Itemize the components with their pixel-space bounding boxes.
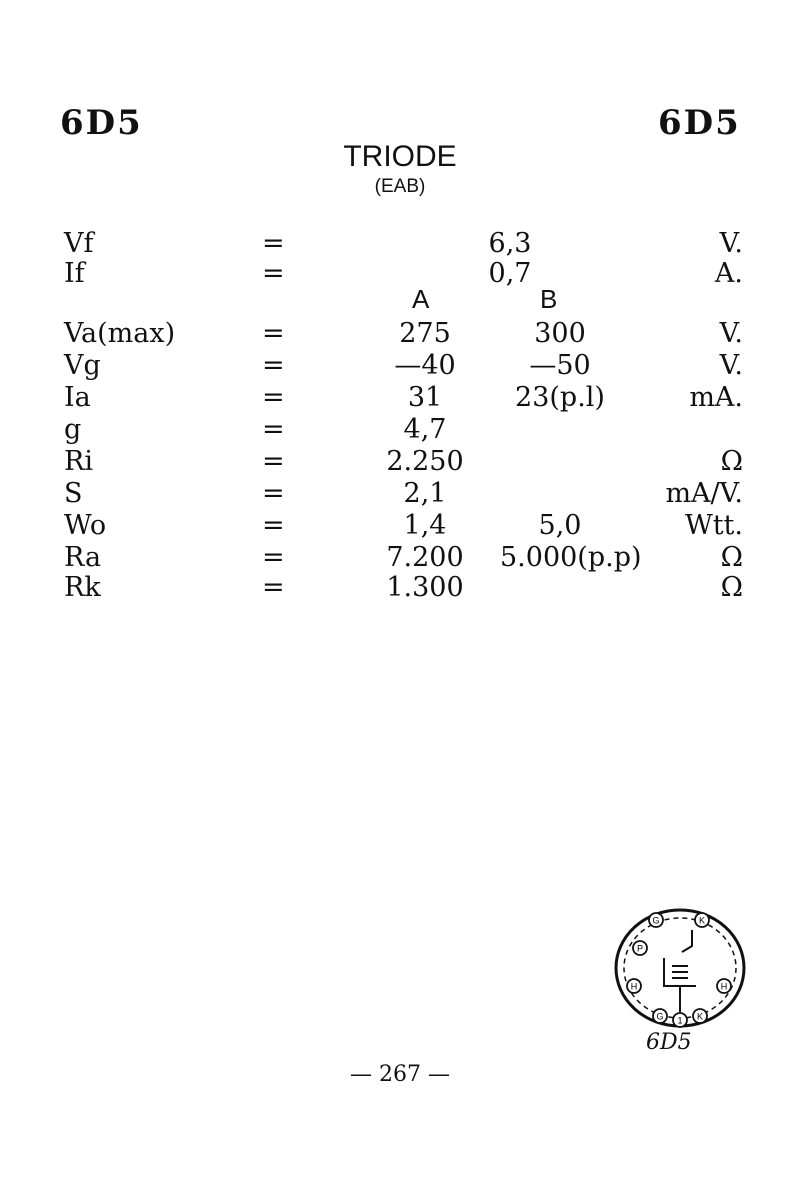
spec-row bbox=[0, 414, 800, 446]
spec-eq: = bbox=[262, 382, 285, 413]
triode-symbol bbox=[664, 958, 696, 1012]
spec-symbol: Rk bbox=[64, 572, 101, 603]
spec-row bbox=[0, 258, 800, 290]
spec-a: 2,1 bbox=[403, 478, 447, 509]
pin-label: P bbox=[636, 943, 644, 954]
spec-symbol: Ra bbox=[64, 542, 102, 573]
spec-symbol: Vg bbox=[64, 350, 101, 381]
spec-a: 2.250 bbox=[386, 446, 464, 477]
spec-a: 1.300 bbox=[386, 572, 464, 603]
spec-ab: 6,3 bbox=[488, 228, 532, 259]
base-pin-diagram bbox=[612, 906, 748, 1030]
spec-row bbox=[0, 228, 800, 260]
spec-ab: 0,7 bbox=[488, 258, 532, 289]
page-subtitle: (EAB) bbox=[374, 176, 426, 197]
spec-row bbox=[0, 572, 800, 604]
spec-unit: V. bbox=[719, 228, 743, 259]
spec-row bbox=[0, 446, 800, 478]
spec-symbol: Va(max) bbox=[64, 318, 176, 349]
spec-row bbox=[0, 350, 800, 382]
spec-symbol: Ri bbox=[64, 446, 93, 477]
spec-row bbox=[0, 318, 800, 350]
spec-row bbox=[0, 542, 800, 574]
spec-unit: A. bbox=[714, 258, 743, 289]
spec-row bbox=[0, 510, 800, 542]
spec-b: 5.000(p.p) bbox=[500, 542, 642, 573]
pin-label: 1 bbox=[677, 1015, 683, 1026]
spec-unit: Ω bbox=[720, 542, 743, 573]
spec-unit: Wtt. bbox=[684, 510, 743, 541]
spec-symbol: If bbox=[64, 258, 85, 289]
spec-eq: = bbox=[262, 478, 285, 509]
spec-eq: = bbox=[262, 510, 285, 541]
spec-eq: = bbox=[262, 446, 285, 477]
pin-label: H bbox=[630, 981, 638, 992]
spec-unit: mA/V. bbox=[665, 478, 743, 509]
spec-a: 275 bbox=[399, 318, 451, 349]
pin-label: H bbox=[720, 981, 728, 992]
spec-b: 5,0 bbox=[538, 510, 582, 541]
spec-row bbox=[0, 382, 800, 414]
pin-label: G bbox=[656, 1011, 664, 1022]
spec-eq: = bbox=[262, 572, 285, 603]
spec-symbol: Ia bbox=[64, 382, 91, 413]
spec-unit: V. bbox=[719, 350, 743, 381]
tube-id-right: 6D5 bbox=[658, 103, 741, 143]
spec-b: 23(p.l) bbox=[515, 382, 605, 413]
heater-lead bbox=[682, 930, 692, 952]
spec-a: 4,7 bbox=[403, 414, 447, 445]
spec-row bbox=[0, 478, 800, 510]
diagram-label: 6D5 bbox=[646, 1030, 692, 1055]
spec-b: —50 bbox=[529, 350, 591, 381]
spec-a: 31 bbox=[407, 382, 443, 413]
spec-eq: = bbox=[262, 542, 285, 573]
spec-a: 7.200 bbox=[386, 542, 464, 573]
spec-b: 300 bbox=[534, 318, 586, 349]
spec-eq: = bbox=[262, 228, 285, 259]
spec-eq: = bbox=[262, 318, 285, 349]
column-b-header: B bbox=[540, 284, 558, 314]
spec-eq: = bbox=[262, 414, 285, 445]
spec-symbol: Vf bbox=[64, 228, 94, 259]
page-number: — 267 — bbox=[350, 1062, 450, 1087]
spec-symbol: g bbox=[64, 414, 82, 445]
page-title: TRIODE bbox=[343, 140, 457, 173]
spec-a: —40 bbox=[394, 350, 456, 381]
pin-label: K bbox=[698, 915, 706, 926]
spec-eq: = bbox=[262, 258, 285, 289]
pin-label: K bbox=[696, 1011, 704, 1022]
spec-a: 1,4 bbox=[403, 510, 447, 541]
spec-unit: Ω bbox=[720, 572, 743, 603]
pin-label: G bbox=[652, 915, 660, 926]
spec-symbol: Wo bbox=[64, 510, 107, 541]
tube-id-left: 6D5 bbox=[60, 103, 143, 143]
spec-unit: mA. bbox=[689, 382, 743, 413]
spec-eq: = bbox=[262, 350, 285, 381]
spec-symbol: S bbox=[64, 478, 83, 509]
spec-unit: V. bbox=[719, 318, 743, 349]
column-a-header: A bbox=[412, 284, 430, 314]
spec-unit: Ω bbox=[720, 446, 743, 477]
